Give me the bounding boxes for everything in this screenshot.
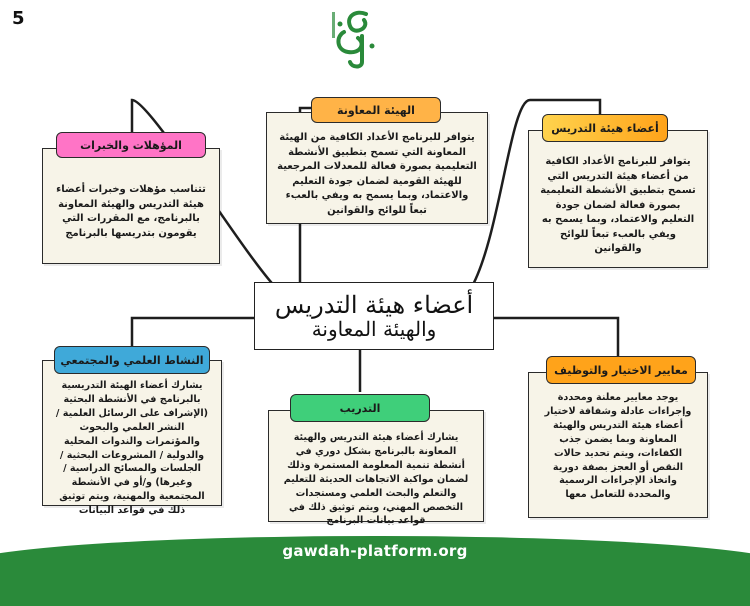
faculty-members-text: يتوافر للبرنامج الأعداد الكافية من أعضاء هيئة التدريس التي تسمح بتطبيق الأنشطة التعليمية بصورة فعالة لضمان جودة التعليم والاعتماد، وبما يسمح به ويفي بالعبء تبعاً للوائح والقوانين xyxy=(540,156,696,254)
faculty-members-title: أعضاء هيئة التدريس xyxy=(542,114,668,142)
selection-hiring-title: معايير الاختيار والتوظيف xyxy=(546,356,696,384)
center-title-line1: أعضاء هيئة التدريس xyxy=(274,290,474,319)
qualifications-title: المؤهلات والخبرات xyxy=(56,132,206,158)
center-title-line2: والهيئة المعاونة xyxy=(311,317,437,342)
card-selection-hiring xyxy=(528,372,708,518)
connector-scientific xyxy=(132,318,254,346)
card-assistant-staff xyxy=(266,112,488,224)
footer-url[interactable]: gawdah-platform.org xyxy=(282,542,468,560)
training-title: التدريب xyxy=(290,394,430,422)
assistant-staff-text: يتوافر للبرنامج الأعداد الكافية من الهيئة المعاونة التي تسمح بتطبيق الأنشطة التعليمية بصورة فعالة للمعدلات المرجعية للهيئة القومية لضمان جودة التعليم والاعتماد، وبما يسمح به ويفي بالعبء تبعاً للوائح والقوانين xyxy=(277,132,477,216)
qualifications-text: تتناسب مؤهلات وخبرات أعضاء هيئة التدريس والهيئة المعاونة بالبرنامج، مع المقررات التي يقومون بتدريسها بالبرنامج xyxy=(56,184,206,239)
training-text: يشارك أعضاء هيئة التدريس والهيئة المعاونة بالبرنامج بشكل دوري في أنشطة تنمية المعلومة المستمرة وذلك لضمان مواكبة الاتجاهات الحديثة للتعليم والتعلم والبحث العلمي ومستجدات التخصص المهني، ويتم توثيق ذلك في قواعد بيانات البرنامج xyxy=(283,432,469,527)
card-faculty-members xyxy=(528,130,708,268)
scientific-activity-text: يشارك أعضاء الهيئة التدريسية بالبرنامج في الأنشطة البحثية (الإشراف على الرسائل العلمية / النشر العلمي والبحوث والمؤتمرات والندوات المحلية والدولية / المشروعات البحثية / الجلسات والمسائح الدراسية / وغيرها) و/أو في الأنشطة المجتمعية والمهنية، ويتم توثيق ذلك في قواعد البيانات xyxy=(55,380,209,517)
page-number: 5 xyxy=(12,8,25,29)
selection-hiring-text: يوجد معايير معلنة ومحددة وإجراءات عادلة وشفافة لاختيار أعضاء هيئة التدريس والهيئة المعاونة وبما يضمن جذب الكفاءات، ويتم تحديد حالات النقص أو العجز بصفة دورية واتخاذ الإجراءات الرسمية والمحددة للتعامل معها xyxy=(544,392,692,501)
assistant-staff-title: الهيئة المعاونة xyxy=(311,97,441,123)
scientific-activity-title: النشاط العلمي والمجتمعي xyxy=(54,346,210,374)
connector-selection xyxy=(494,318,618,358)
card-training xyxy=(268,410,484,527)
card-qualifications xyxy=(42,148,220,264)
card-scientific-activity xyxy=(42,360,222,517)
center-node xyxy=(254,282,494,350)
